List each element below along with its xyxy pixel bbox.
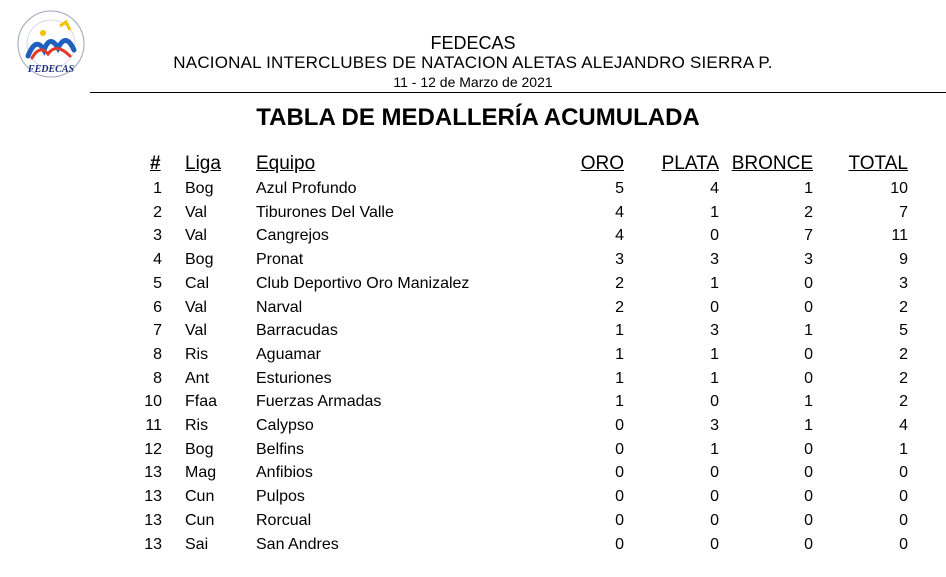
cell-plata: 1 [710, 440, 719, 458]
table-row [0, 367, 946, 391]
cell-total: 0 [899, 535, 908, 553]
cell-total: 1 [899, 440, 908, 458]
col-header-oro: ORO [580, 153, 624, 174]
cell-liga: Bog [185, 440, 214, 458]
cell-oro: 3 [615, 251, 624, 269]
cell-bronce: 0 [804, 440, 813, 458]
cell-equipo: Cangrejos [256, 227, 329, 245]
cell-plata: 0 [710, 535, 719, 553]
cell-liga: Val [185, 227, 207, 245]
cell-plata: 1 [710, 274, 719, 292]
cell-bronce: 0 [804, 535, 813, 553]
cell-liga: Ffaa [185, 393, 218, 411]
cell-liga: Cal [185, 274, 210, 292]
table-row [0, 248, 946, 272]
cell-liga: Ris [185, 417, 209, 434]
logo-wordmark: FEDECAS [27, 64, 75, 75]
cell-equipo: Calypso [256, 417, 314, 434]
cell-liga: Ris [185, 345, 209, 363]
cell-bronce: 0 [804, 488, 813, 506]
cell-total: 3 [899, 274, 908, 292]
cell-plata: 0 [710, 227, 719, 245]
cell-bronce: 1 [804, 180, 813, 197]
cell-plata: 0 [710, 298, 719, 316]
cell-liga: Val [185, 298, 207, 316]
cell-oro: 4 [615, 227, 624, 245]
cell-liga: Cun [185, 511, 215, 529]
cell-equipo: Azul Profundo [256, 180, 357, 197]
table-row [0, 201, 946, 225]
cell-plata: 0 [710, 464, 719, 482]
cell-oro: 1 [615, 369, 624, 387]
cell-total: 2 [899, 393, 908, 411]
table-row [0, 343, 946, 367]
cell-total: 9 [899, 251, 908, 269]
cell-oro: 0 [615, 511, 624, 529]
cell-bronce: 0 [804, 464, 813, 482]
cell-liga: Val [185, 322, 207, 340]
cell-num: 13 [144, 511, 162, 529]
cell-plata: 3 [710, 251, 719, 269]
cell-oro: 5 [615, 180, 624, 197]
table-row [0, 438, 946, 462]
cell-num: 1 [153, 180, 162, 197]
cell-liga: Cun [185, 488, 215, 506]
cell-liga: Mag [185, 464, 217, 482]
cell-total: 0 [899, 488, 908, 506]
cell-equipo: San Andres [256, 535, 339, 553]
cell-num: 4 [153, 251, 162, 269]
cell-num: 13 [144, 464, 162, 482]
table-row [0, 296, 946, 320]
cell-total: 7 [899, 203, 908, 221]
cell-plata: 0 [710, 511, 719, 529]
cell-liga: Bog [185, 180, 214, 197]
cell-equipo: Pulpos [256, 488, 305, 506]
cell-num: 6 [153, 298, 162, 316]
cell-plata: 4 [710, 180, 719, 197]
cell-oro: 1 [615, 322, 624, 340]
cell-liga: Sai [185, 535, 209, 553]
cell-oro: 2 [615, 298, 624, 316]
cell-total: 5 [899, 322, 908, 340]
cell-oro: 1 [615, 345, 624, 363]
cell-equipo: Fuerzas Armadas [256, 393, 382, 411]
cell-plata: 0 [710, 488, 719, 506]
table-row [0, 319, 946, 343]
cell-total: 0 [899, 464, 908, 482]
cell-equipo: Aguamar [256, 345, 321, 363]
cell-num: 5 [153, 274, 162, 292]
cell-total: 10 [890, 180, 908, 197]
cell-plata: 1 [710, 345, 719, 363]
cell-plata: 3 [710, 322, 719, 340]
header-divider [90, 92, 946, 93]
table-row [0, 272, 946, 296]
table-row [0, 390, 946, 414]
cell-num: 10 [144, 393, 162, 411]
table-row [0, 224, 946, 248]
cell-bronce: 3 [804, 251, 813, 269]
cell-bronce: 0 [804, 511, 813, 529]
cell-num: 2 [153, 203, 162, 221]
org-name: FEDECAS [430, 33, 516, 53]
cell-equipo: Barracudas [256, 322, 338, 340]
cell-num: 3 [153, 227, 162, 245]
cell-total: 2 [899, 345, 908, 363]
cell-total: 4 [899, 417, 908, 434]
cell-total: 2 [899, 369, 908, 387]
cell-oro: 0 [615, 464, 624, 482]
cell-bronce: 0 [804, 369, 813, 387]
cell-equipo: Tiburones Del Valle [256, 203, 394, 221]
cell-equipo: Rorcual [256, 511, 312, 529]
cell-bronce: 2 [804, 203, 813, 221]
cell-plata: 0 [710, 393, 719, 411]
cell-num: 11 [145, 417, 162, 434]
cell-equipo: Narval [256, 298, 303, 316]
cell-oro: 0 [615, 440, 624, 458]
cell-liga: Val [185, 203, 207, 221]
cell-equipo: Belfins [256, 440, 305, 458]
table-row [0, 177, 946, 201]
cell-total: 0 [899, 511, 908, 529]
cell-plata: 3 [710, 417, 719, 434]
cell-equipo: Club Deportivo Oro Manizalez [256, 274, 470, 292]
col-header-equipo: Equipo [256, 153, 316, 174]
table-header-row [0, 152, 946, 176]
cell-plata: 1 [710, 203, 719, 221]
col-header-bronce: BRONCE [731, 153, 813, 174]
cell-plata: 1 [710, 369, 719, 387]
cell-oro: 2 [615, 274, 624, 292]
cell-num: 13 [144, 535, 162, 553]
cell-oro: 0 [615, 535, 624, 553]
cell-liga: Bog [185, 251, 214, 269]
cell-equipo: Pronat [256, 251, 304, 269]
cell-oro: 1 [615, 393, 624, 411]
cell-num: 8 [153, 369, 162, 387]
cell-num: 13 [144, 488, 162, 506]
cell-total: 2 [899, 298, 908, 316]
cell-liga: Ant [185, 369, 210, 387]
table-row [0, 533, 946, 557]
cell-equipo: Anfibios [256, 464, 313, 482]
col-header-total: TOTAL [848, 153, 908, 174]
cell-oro: 0 [615, 488, 624, 506]
col-header-num: # [150, 153, 161, 174]
col-header-liga: Liga [185, 153, 221, 174]
cell-oro: 4 [615, 203, 624, 221]
cell-num: 12 [144, 440, 162, 458]
cell-equipo: Esturiones [256, 369, 332, 387]
cell-num: 7 [153, 322, 162, 340]
cell-bronce: 1 [804, 417, 813, 434]
cell-bronce: 7 [804, 227, 813, 245]
table-row [0, 509, 946, 533]
event-date: 11 - 12 de Marzo de 2021 [393, 74, 553, 90]
table-row [0, 485, 946, 509]
cell-bronce: 1 [804, 393, 813, 411]
cell-oro: 0 [615, 417, 624, 434]
cell-num: 8 [153, 345, 162, 363]
cell-bronce: 1 [804, 322, 813, 340]
cell-bronce: 0 [804, 298, 813, 316]
table-row [0, 414, 946, 438]
event-name: NACIONAL INTERCLUBES DE NATACION ALETAS ALEJANDRO SIERRA P. [173, 53, 773, 72]
col-header-plata: PLATA [661, 153, 719, 174]
page-title: TABLA DE MEDALLERÍA ACUMULADA [256, 104, 700, 131]
table-row [0, 461, 946, 485]
cell-bronce: 0 [804, 274, 813, 292]
cell-bronce: 0 [804, 345, 813, 363]
cell-total: 11 [891, 227, 908, 245]
